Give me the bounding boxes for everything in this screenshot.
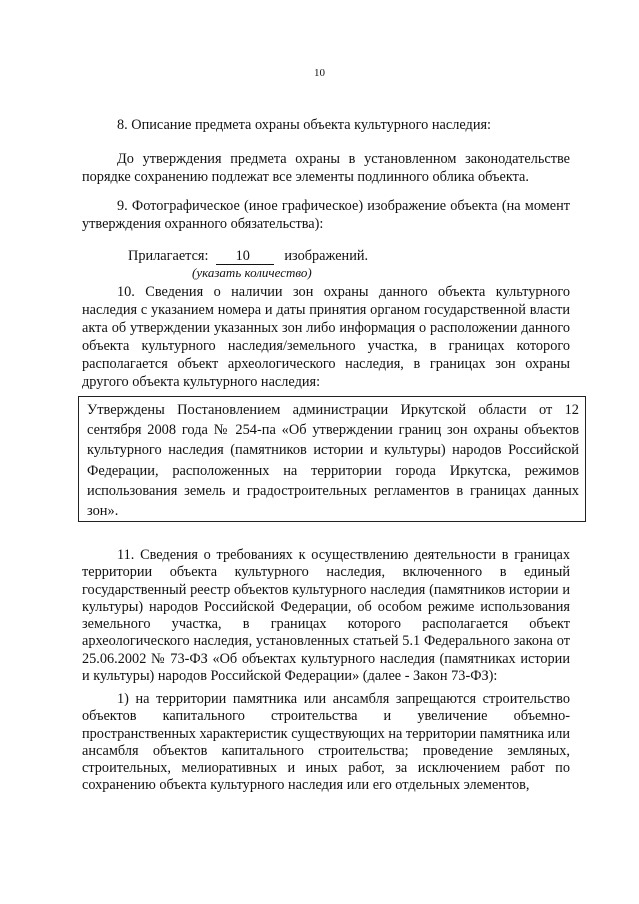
attachment-unit: изображений. bbox=[284, 248, 369, 264]
section-11-text: 11. Сведения о требованиях к осуществлению деятельности в границах территории объекта культурного наследия, включенного в единый государственный реестр объектов культурного наследия (памятников истории и культуры) народов Российской Федерации, об особом режиме использования земельного участка, в границах которого располагается объект археологического наследия, установленных статьей 5.1 Федерального закона от 25.06.2002 № 73-ФЗ «Об объектах культурного наследия (памятниках истории и культуры) народов Российской Федерации» (далее - Закон 73-ФЗ): bbox=[82, 547, 570, 685]
section-11-item-1: 1) на территории памятника или ансамбля запрещаются строительство объектов капитального строительства и увеличение объемно-пространственных характеристик существующих на территории памятника или ансамбля объектов капитального строительства; проведение земляных, строительных, мелиоративных и иных работ, за исключением работ по сохранению объекта культурного наследия или его отдельных элементов, bbox=[82, 691, 570, 794]
attachment-hint: (указать количество) bbox=[192, 265, 312, 280]
attachment-label: Прилагается: bbox=[128, 248, 209, 264]
protection-zones-box: Утверждены Постановлением администрации Иркутской области от 12 сентября 2008 года № 254-па «Об утверждении границ зон охраны объектов культурного наследия (памятников истории и культуры) народов Российской Федерации, расположенных на территории города Иркутска, режимов использования земель и градостроительных регламентов в границах данных зон». bbox=[78, 396, 586, 522]
section-8-text: До утверждения предмета охраны в установленном законодательстве порядке сохранению подлежат все элементы подлинного облика объекта. bbox=[82, 151, 570, 185]
attachment-count: 10 bbox=[216, 248, 274, 265]
section-9-text: 9. Фотографическое (иное графическое) изображение объекта (на момент утверждения охранного обязательства): bbox=[82, 198, 570, 232]
attachment-line bbox=[128, 247, 528, 265]
section-10-text: 10. Сведения о наличии зон охраны данного объекта культурного наследия с указанием номера и даты принятия органом государственной власти акта об утверждении указанных зон либо информация о расположении данного объекта культурного наследия/земельного участка, в границах которого располагается объект археологического наследия, в границах зон охраны другого объекта культурного наследия: bbox=[82, 284, 570, 390]
page-number: 10 bbox=[314, 67, 325, 79]
section-8-heading: 8. Описание предмета охраны объекта культурного наследия: bbox=[117, 117, 492, 133]
